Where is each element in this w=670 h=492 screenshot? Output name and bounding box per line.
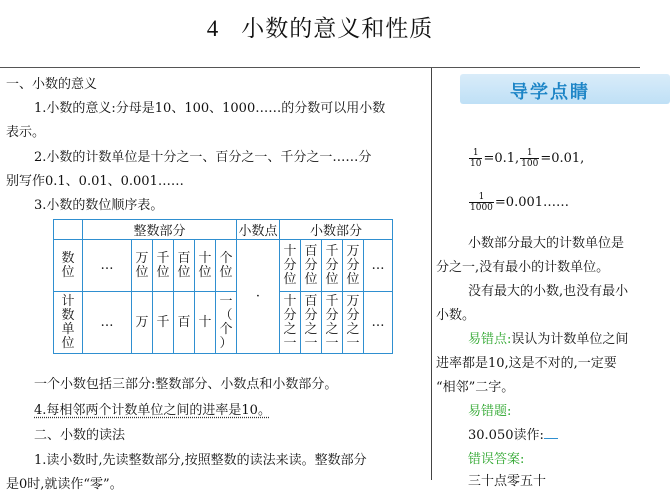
error-question-label: 易错题: xyxy=(468,404,512,419)
chapter-number: 4 xyxy=(206,16,220,41)
paragraph-line: 表示。 xyxy=(6,125,46,140)
error-point-label: 易错点: xyxy=(468,332,512,347)
sidebar-notes xyxy=(432,68,640,489)
note-line: 小数。 xyxy=(436,308,476,323)
unit-cell: 十 xyxy=(195,292,216,354)
decimal-unit-cell: 千分之一 xyxy=(322,292,343,354)
decimal-unit-cell: 百分之一 xyxy=(301,292,322,354)
decimal-place-cell: 十分位 xyxy=(280,240,301,292)
decimal-place-cell: 百分位 xyxy=(301,240,322,292)
note-line: “相邻”二字。 xyxy=(436,380,515,395)
paragraph-line: 1.小数的意义:分母是10、100、1000……的分数可以用小数 xyxy=(34,101,386,116)
fraction-line: $\frac{1}{10}$ =0.1, $\frac{1}{100}$ =0.01, xyxy=(470,148,585,169)
place-cell: 十位 xyxy=(195,240,216,292)
error-question: 30.050读作: xyxy=(468,424,558,443)
fraction: $\frac{1}{1000}$ xyxy=(470,192,493,213)
note-line: 小数部分最大的计数单位是 xyxy=(468,236,625,251)
paragraph-line: 3.小数的数位顺序表。 xyxy=(34,198,164,213)
unit-cell: 一（个） xyxy=(216,292,237,354)
paragraph-line: 2.小数的计数单位是十分之一、百分之一、千分之一……分 xyxy=(34,150,372,165)
note-line: 分之一,没有最小的计数单位。 xyxy=(436,260,610,275)
answer-blank xyxy=(544,438,558,439)
place-value-table xyxy=(53,219,393,354)
fraction-line: $\frac{1}{1000}$ =0.001…… xyxy=(470,192,570,213)
ellipsis-cell: … xyxy=(364,292,393,354)
row-label-place: 数位 xyxy=(54,240,83,292)
place-cell: 百位 xyxy=(174,240,195,292)
section-heading: 二、小数的读法 xyxy=(34,428,126,443)
decimal-part-header: 小数部分 xyxy=(280,220,393,240)
key-point-line: 4.每相邻两个计数单位之间的进率是10。 xyxy=(34,403,271,418)
note-line: 没有最大的小数,也没有最小 xyxy=(468,284,629,299)
place-cell: 千位 xyxy=(153,240,174,292)
ellipsis-cell: … xyxy=(83,240,132,292)
fraction: $\frac{1}{100}$ xyxy=(521,148,539,169)
error-point-line: 易错点:误认为计数单位之间 xyxy=(468,332,629,347)
paragraph-line: 1.读小数时,先读整数部分,按照整数的读法来读。整数部分 xyxy=(34,453,367,468)
ellipsis-cell: … xyxy=(83,292,132,354)
decimal-place-cell: 千分位 xyxy=(322,240,343,292)
decimal-point-cell: · xyxy=(237,240,280,354)
place-cell: 个位 xyxy=(216,240,237,292)
unit-cell: 千 xyxy=(153,292,174,354)
chapter-heading xyxy=(0,10,640,43)
wrong-answer-label: 错误答案: xyxy=(468,452,525,467)
decimal-unit-cell: 万分之一 xyxy=(343,292,364,354)
decimal-point-header: 小数点 xyxy=(237,220,280,240)
paragraph-line: 别写作0.1、0.01、0.001…… xyxy=(6,174,184,189)
guide-banner xyxy=(460,74,670,104)
chapter-title: 小数的意义和性质 xyxy=(241,16,434,42)
decimal-place-cell: 万分位 xyxy=(343,240,364,292)
unit-cell: 百 xyxy=(174,292,195,354)
paragraph-line: 是0时,就读作“零”。 xyxy=(6,477,123,492)
row-label-unit: 计数单位 xyxy=(54,292,83,354)
note-line: 进率都是10,这是不对的,一定要 xyxy=(436,356,617,371)
table-corner xyxy=(54,220,83,240)
decimal-unit-cell: 十分之一 xyxy=(280,292,301,354)
integer-part-header: 整数部分 xyxy=(83,220,237,240)
paragraph-line: 一个小数包括三部分:整数部分、小数点和小数部分。 xyxy=(34,377,338,392)
section-heading: 一、小数的意义 xyxy=(6,77,98,92)
ellipsis-cell: … xyxy=(364,240,393,292)
fraction: $\frac{1}{10}$ xyxy=(470,148,482,169)
wrong-answer-text: 三十点零五十 xyxy=(468,474,547,489)
unit-cell: 万 xyxy=(132,292,153,354)
banner-title: 导学点睛 xyxy=(510,82,590,103)
place-cell: 万位 xyxy=(132,240,153,292)
